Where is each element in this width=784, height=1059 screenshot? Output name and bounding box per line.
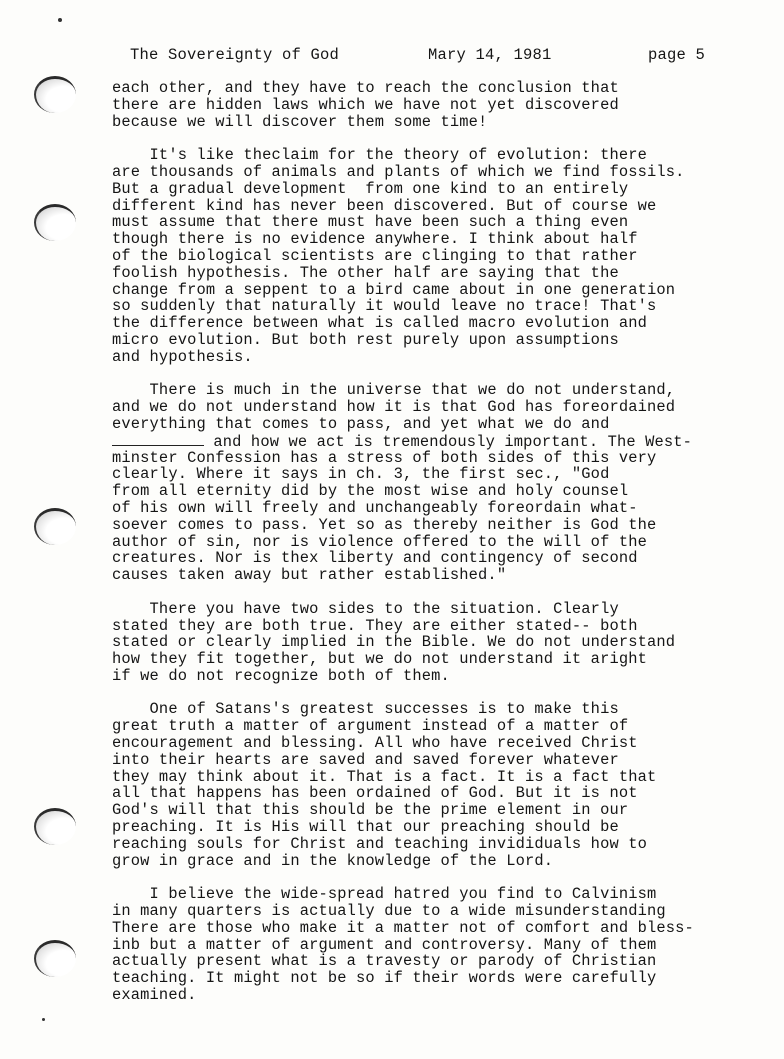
text-line: There are those who make it a matter not of comfort and bless- bbox=[112, 918, 694, 937]
text-line: there are hidden laws which we have not yet discovered bbox=[112, 95, 619, 114]
text-line: minster Confession has a stress of both sides of this very bbox=[112, 448, 657, 467]
text-line: It's like theclaim for the theory of evolution: there bbox=[112, 146, 647, 165]
text-line: and hypothesis. bbox=[112, 347, 253, 366]
text-line: in many quarters is actually due to a wide misunderstanding bbox=[112, 902, 666, 921]
paragraph-gap bbox=[112, 130, 752, 147]
text-line: the difference between what is called macro evolution and bbox=[112, 314, 647, 333]
text-line: causes taken away but rather established." bbox=[112, 566, 507, 585]
text-line: creatures. Nor is thex liberty and contingency of second bbox=[112, 549, 638, 568]
text-line: of his own will freely and unchangeably foreordain what- bbox=[112, 498, 638, 517]
text-line: examined. bbox=[112, 986, 197, 1005]
body-text bbox=[112, 80, 752, 1004]
paragraph-gap bbox=[112, 366, 752, 383]
paragraph bbox=[112, 382, 752, 584]
text-line: micro evolution. But both rest purely upon assumptions bbox=[112, 330, 619, 349]
text-line: soever comes to pass. Yet so as thereby neither is God the bbox=[112, 515, 657, 534]
text-line: and how we act is tremendously important. The West- bbox=[112, 433, 752, 450]
text-line: clearly. Where it says in ch. 3, the first sec., "God bbox=[112, 465, 610, 484]
text-line: stated or clearly implied in the Bible. We do not understand bbox=[112, 633, 676, 652]
binder-hole bbox=[34, 808, 76, 845]
binder-hole bbox=[34, 204, 76, 241]
text-line: There you have two sides to the situation. Clearly bbox=[112, 599, 619, 618]
paragraph-gap bbox=[112, 685, 752, 702]
fill-in-blank bbox=[112, 433, 204, 446]
text-line: so suddenly that naturally it would leave no trace! That's bbox=[112, 297, 657, 316]
paragraph bbox=[112, 147, 752, 365]
text-line: One of Satans's greatest successes is to make this bbox=[112, 700, 619, 719]
text-line: change from a seppent to a bird came about in one generation bbox=[112, 280, 676, 299]
text-line: great truth a matter of argument instead of a matter of bbox=[112, 717, 629, 736]
binder-hole bbox=[34, 76, 76, 113]
paragraph bbox=[112, 601, 752, 685]
text-line: encouragement and blessing. All who have received Christ bbox=[112, 734, 638, 753]
text-line: everything that comes to pass, and yet what we do and bbox=[112, 414, 610, 433]
text-line: teaching. It might not be so if their words were carefully bbox=[112, 969, 657, 988]
text-line: from all eternity did by the most wise and holy counsel bbox=[112, 482, 629, 501]
paragraph-gap bbox=[112, 869, 752, 886]
text-line: all that happens has been ordained of God. But it is not bbox=[112, 784, 638, 803]
document-date: Mary 14, 1981 bbox=[428, 46, 552, 64]
text-line: grow in grace and in the knowledge of the Lord. bbox=[112, 851, 554, 870]
text-line: how they fit together, but we do not understand it aright bbox=[112, 650, 647, 669]
paragraph bbox=[112, 80, 752, 130]
text-line: preaching. It is His will that our preaching should be bbox=[112, 818, 619, 837]
binder-hole bbox=[34, 940, 76, 977]
text-line: are thousands of animals and plants of which we find fossils. bbox=[112, 162, 685, 181]
text-line: because we will discover them some time! bbox=[112, 112, 488, 131]
text-line: different kind has never been discovered. But of course we bbox=[112, 196, 657, 215]
text-line: they may think about it. That is a fact. It is a fact that bbox=[112, 767, 657, 786]
text-line: and we do not understand how it is that God has foreordained bbox=[112, 398, 676, 417]
text-line: There is much in the universe that we do not understand, bbox=[112, 381, 676, 400]
text-line: inb but a matter of argument and controversy. Many of them bbox=[112, 935, 657, 954]
text-line: though there is no evidence anywhere. I think about half bbox=[112, 230, 638, 249]
paragraph-gap bbox=[112, 584, 752, 601]
text-line: actually present what is a travesty or parody of Christian bbox=[112, 952, 657, 971]
document-title: The Sovereignty of God bbox=[130, 46, 340, 64]
text-line: I believe the wide-spread hatred you find to Calvinism bbox=[112, 885, 657, 904]
text-line: of the biological scientists are clinging to that rather bbox=[112, 246, 638, 265]
page-number: page 5 bbox=[648, 46, 706, 64]
text-line: into their hearts are saved and saved forever whatever bbox=[112, 750, 619, 769]
text-line: God's will that this should be the prime element in our bbox=[112, 801, 629, 820]
text-line: reaching souls for Christ and teaching invididuals how to bbox=[112, 834, 647, 853]
paragraph bbox=[112, 886, 752, 1004]
paragraph bbox=[112, 701, 752, 869]
binder-hole bbox=[34, 508, 76, 545]
text-line: must assume that there must have been such a thing even bbox=[112, 213, 629, 232]
ink-speck bbox=[58, 18, 62, 22]
text-line: author of sin, nor is violence offered to the will of the bbox=[112, 532, 647, 551]
text-line: each other, and they have to reach the conclusion that bbox=[112, 79, 619, 97]
ink-speck bbox=[42, 1018, 45, 1021]
text-line: But a gradual development from one kind to an entirely bbox=[112, 179, 629, 198]
text-line: stated they are both true. They are either stated-- both bbox=[112, 616, 638, 635]
text-line: if we do not recognize both of them. bbox=[112, 666, 450, 685]
text-line: foolish hypothesis. The other half are saying that the bbox=[112, 263, 619, 282]
